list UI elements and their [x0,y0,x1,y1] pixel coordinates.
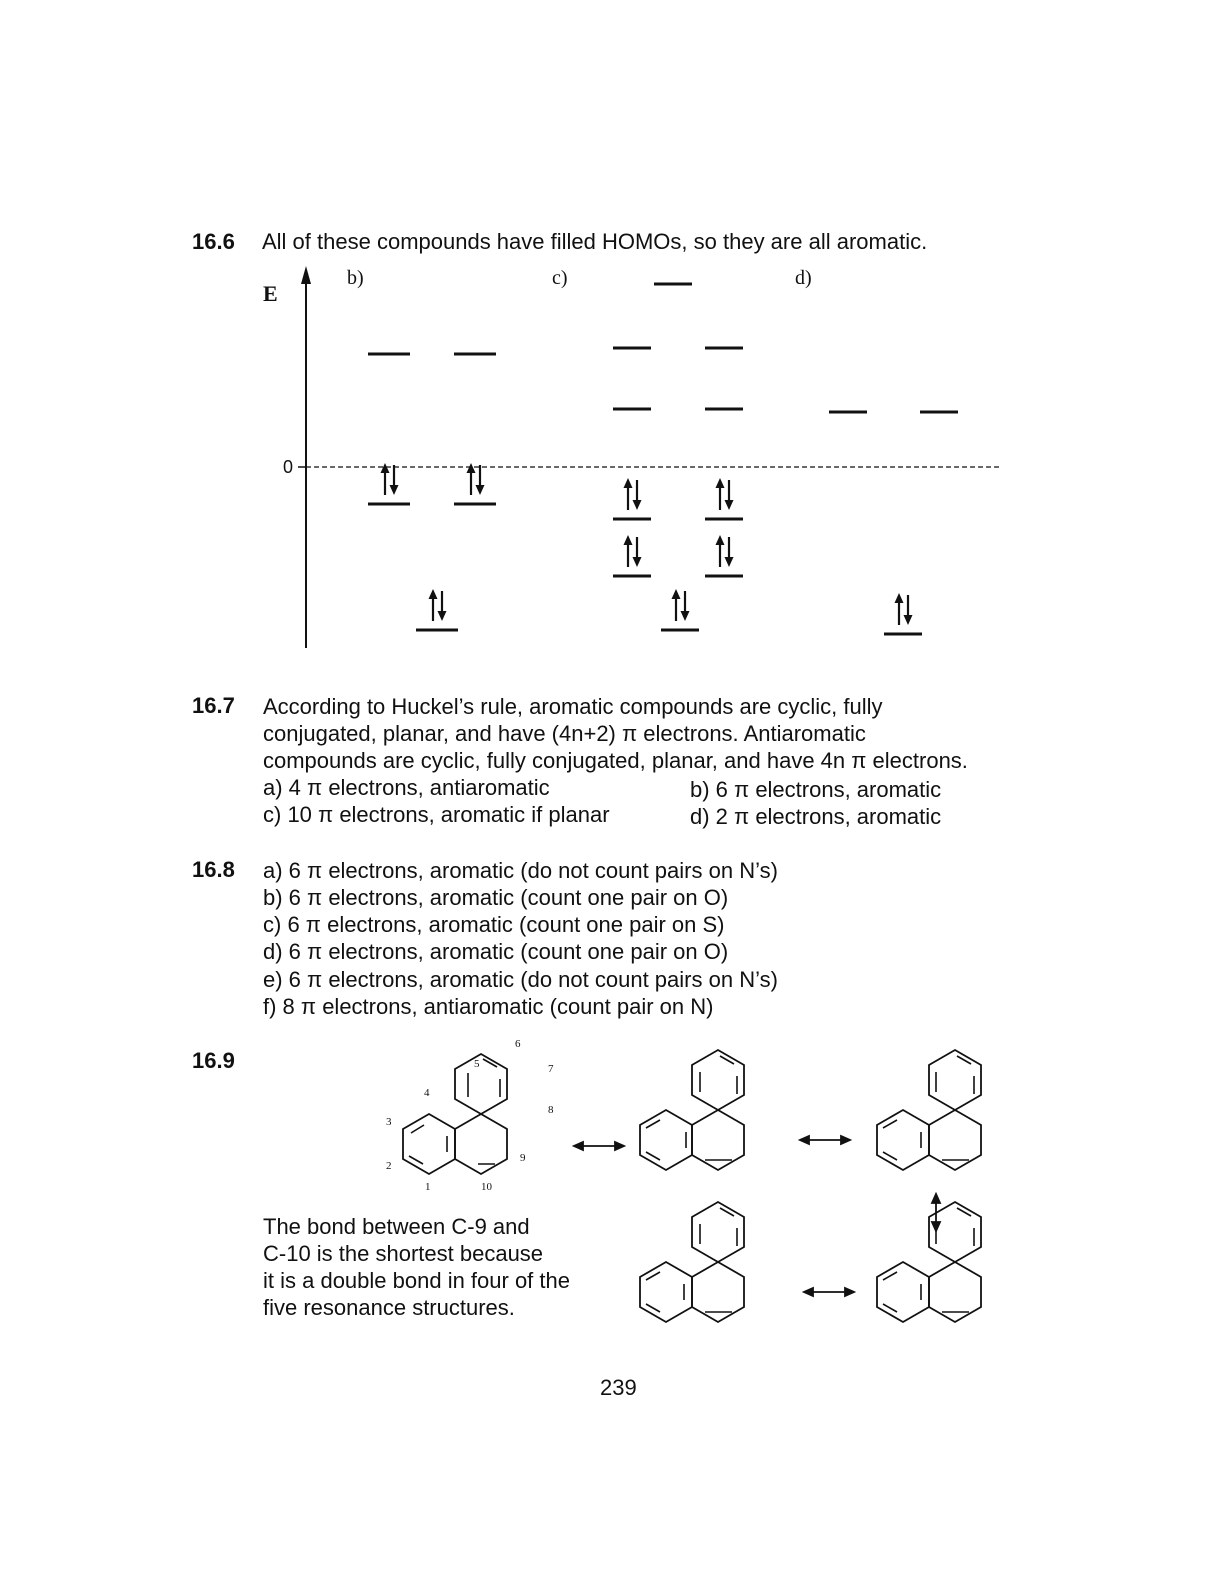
atom-number-4: 4 [424,1087,430,1099]
answer-16-7-b: b) 6 π electrons, aromatic [690,777,942,802]
atom-number-7: 7 [548,1063,554,1075]
atom-number-8: 8 [548,1104,554,1116]
explanation-line-4: five resonance structures. [263,1295,515,1320]
answer-16-8-c: c) 6 π electrons, aromatic (count one pair on S) [263,912,725,937]
diagram-label-d: d) [795,267,812,289]
answer-16-8-d: d) 6 π electrons, aromatic (count one pair on O) [263,939,729,964]
question-16-7-line-1: According to Huckel’s rule, aromatic compounds are cyclic, fully [263,694,883,719]
resonance-structure-4 [640,1202,744,1322]
question-16-7-line-2: conjugated, planar, and have (4n+2) π electrons. Antiaromatic [263,721,866,746]
resonance-structure-5 [877,1202,981,1322]
resonance-arrow-icon [804,1288,854,1296]
atom-number-5: 5 [474,1058,480,1070]
atom-number-9: 9 [520,1152,526,1164]
question-16-8-number: 16.8 [192,857,235,882]
answer-16-8-e: e) 6 π electrons, aromatic (do not count pairs on N’s) [263,967,778,992]
resonance-arrow-icon [932,1194,940,1231]
atom-number-10: 10 [481,1181,492,1193]
explanation-line-2: C-10 is the shortest because [263,1241,544,1266]
answer-16-7-d: d) 2 π electrons, aromatic [690,804,942,829]
explanation-line-3: it is a double bond in four of the [263,1268,570,1293]
resonance-structure-2 [640,1050,744,1170]
resonance-arrow-icon [574,1142,624,1150]
resonance-structure-1 [403,1054,507,1174]
question-16-7-line-3: compounds are cyclic, fully conjugated, planar, and have 4n π electrons. [263,748,968,773]
answer-16-8-b: b) 6 π electrons, aromatic (count one pair on O) [263,885,729,910]
question-16-6-number: 16.6 [192,229,235,254]
question-16-7-number: 16.7 [192,693,235,718]
answer-16-7-a: a) 4 π electrons, antiaromatic [263,775,550,800]
zero-energy-label: 0 [283,457,294,477]
diagram-label-c: c) [552,267,568,289]
atom-number-2: 2 [386,1160,392,1172]
page-number: 239 [600,1375,637,1400]
atom-number-1: 1 [425,1181,431,1193]
atom-number-3: 3 [386,1116,392,1128]
atom-number-6: 6 [515,1038,521,1050]
resonance-arrow-icon [800,1136,850,1144]
question-16-9-number: 16.9 [192,1048,235,1073]
diagram-label-b: b) [347,267,364,289]
energy-axis-label: E [263,281,278,306]
answer-16-8-f: f) 8 π electrons, antiaromatic (count pair on N) [263,994,714,1019]
answer-16-8-a: a) 6 π electrons, aromatic (do not count pairs on N’s) [263,858,778,883]
answer-16-7-c: c) 10 π electrons, aromatic if planar [263,802,610,827]
question-16-6-text: All of these compounds have filled HOMOs, so they are all aromatic. [262,229,928,254]
explanation-line-1: The bond between C-9 and [263,1214,530,1239]
resonance-structure-3 [877,1050,981,1170]
